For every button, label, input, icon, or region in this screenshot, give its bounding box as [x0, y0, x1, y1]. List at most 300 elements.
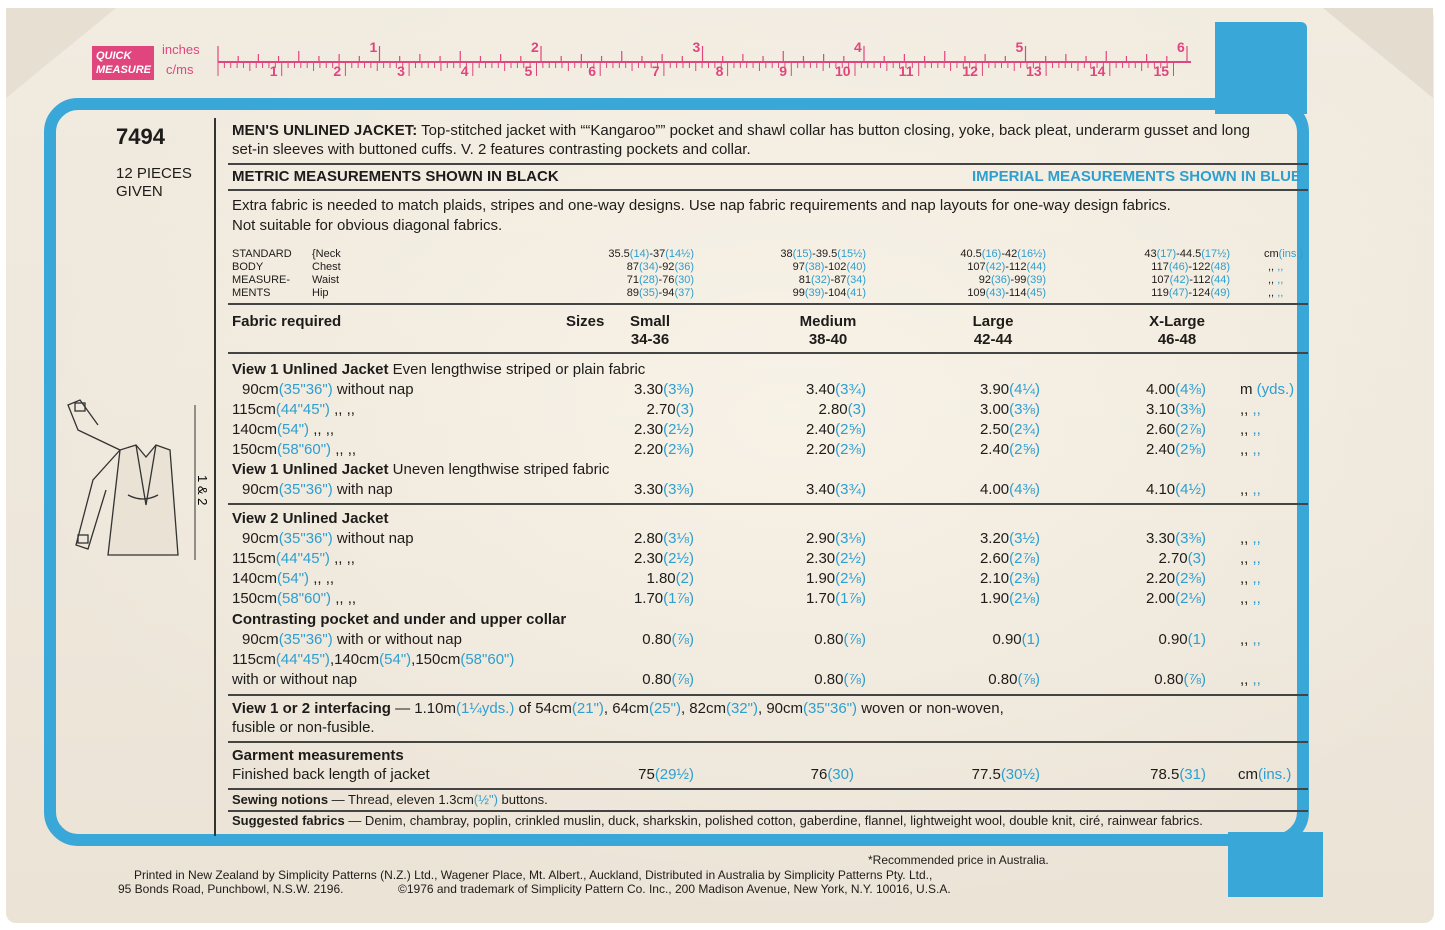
- description-title: MEN'S UNLINED JACKET:: [232, 122, 418, 139]
- inch-mark-label: 2: [531, 39, 539, 55]
- cm-mark-label: 13: [1026, 63, 1042, 79]
- fabric-width-imperial: (54"): [277, 570, 310, 587]
- section-title: View 2 Unlined Jacket: [232, 510, 389, 527]
- yardage-cell: [1146, 381, 1206, 398]
- metric-to: -124: [1188, 287, 1211, 299]
- body-part-waist: Waist: [312, 274, 340, 286]
- cm-mark-label: 12: [962, 63, 978, 79]
- yardage-imperial: (2½): [663, 550, 694, 567]
- section-title: View 1 Unlined Jacket: [232, 361, 389, 378]
- imperial-to: (16½): [1017, 248, 1046, 260]
- yardage-cell: [980, 441, 1040, 458]
- ditto-black: ,,: [1268, 274, 1275, 286]
- imperial-to: (48): [1210, 261, 1230, 273]
- ditto-blue: ,,: [1277, 287, 1284, 299]
- ditto-blue: ,,: [1277, 261, 1284, 273]
- unit-metric: ,,: [1240, 631, 1249, 648]
- yardage-cell: [806, 530, 866, 547]
- yardage-metric: 3.10: [1145, 401, 1176, 418]
- interfacing-dash: —: [395, 700, 411, 717]
- metric-from: 87: [626, 261, 639, 273]
- garment-unit-ins: (ins.): [1258, 766, 1292, 783]
- cm-mark-label: 3: [397, 63, 405, 79]
- yardage-imperial: (4⅜): [1009, 481, 1040, 498]
- yardage-metric: 0.80: [642, 671, 672, 688]
- unit-imperial: (yds.): [1256, 381, 1295, 398]
- sketch-views-label: 1 & 2: [195, 475, 210, 506]
- yardage-cell: [980, 421, 1040, 438]
- pieces-given: GIVEN: [116, 183, 163, 200]
- fabric-nap-note: ,, ,,: [313, 421, 335, 438]
- body-label: STANDARD: [232, 248, 292, 260]
- cm-mark-label: 4: [460, 63, 469, 79]
- yardage-cell: [634, 381, 694, 398]
- fabric-width-row: [232, 590, 356, 607]
- body-part-chest: Chest: [312, 261, 341, 273]
- imperial-header: IMPERIAL MEASUREMENTS SHOWN IN BLUE: [972, 168, 1301, 185]
- fabric-nap-note: ,, ,,: [335, 441, 357, 458]
- yardage-imperial: (2⅜): [663, 441, 694, 458]
- imperial-to: (49): [1210, 287, 1230, 299]
- unit-metric: ,,: [1240, 550, 1249, 567]
- yardage-metric: 2.10: [979, 570, 1010, 587]
- unit-metric: ,,: [1240, 401, 1249, 418]
- metric-to: -102: [824, 261, 847, 273]
- body-measurement-cell: [960, 248, 1046, 260]
- contrast-sep: ,: [329, 651, 335, 668]
- yardage-imperial: (⅞): [671, 671, 694, 688]
- metric-to: -112: [1189, 274, 1211, 286]
- body-measurement-cell: [627, 261, 694, 273]
- metric-from: 117: [1151, 261, 1169, 273]
- yardage-metric: 4.00: [1145, 381, 1176, 398]
- body-measurement-cell: [793, 261, 866, 273]
- metric-from: 35.5: [608, 248, 630, 260]
- unit-imperial: ,,: [1252, 631, 1261, 648]
- garment-unit: [1238, 766, 1291, 783]
- yardage-cell: [1146, 441, 1206, 458]
- cm-mark-label: 7: [651, 63, 660, 79]
- envelope-flap-right: [1323, 8, 1433, 98]
- garment-title: Garment measurements: [232, 747, 404, 764]
- section-subtitle: Even lengthwise striped or plain fabric: [392, 361, 646, 378]
- yardage-imperial: (2⅛): [1175, 590, 1206, 607]
- size-name: X-Large: [1149, 313, 1205, 330]
- body-measurement-cell: [1151, 274, 1230, 286]
- unit-ditto: [1268, 261, 1283, 273]
- yardage-imperial: (⅞): [1017, 671, 1040, 688]
- sizes-label: Sizes: [566, 313, 605, 330]
- yardage-imperial: (⅞): [1183, 671, 1206, 688]
- body-measurement-cell: [1144, 248, 1230, 260]
- yardage-metric: 2.40: [979, 441, 1010, 458]
- garment-imperial: (30½): [1000, 766, 1040, 783]
- yardage-cell: [980, 570, 1040, 587]
- yardage-metric: 2.30: [633, 421, 664, 438]
- yardage-metric: 2.50: [979, 421, 1010, 438]
- imperial-from: (14): [629, 248, 650, 260]
- fabric-width-imperial: (35"36"): [278, 631, 333, 648]
- imperial-from: (28): [638, 274, 659, 286]
- unit-metric: ,,: [1240, 570, 1249, 587]
- yardage-imperial: (3): [847, 401, 866, 418]
- rule-7: [228, 788, 1308, 790]
- metric-from: 109: [967, 287, 986, 299]
- interfacing-w3-imperial: (32"): [725, 700, 758, 717]
- yardage-imperial: (2⅜): [1175, 570, 1206, 587]
- contrast-width-imperial: (44"45"): [275, 651, 330, 668]
- section-title: Contrasting pocket and under and upper collar: [232, 611, 567, 628]
- yardage-cell: [980, 381, 1040, 398]
- sewing-notions: [232, 792, 548, 807]
- section-title-row: [232, 611, 566, 628]
- fabric-width-metric: 150cm: [232, 441, 278, 458]
- imperial-to: (44): [1210, 274, 1230, 286]
- notions-title: Sewing notions: [232, 792, 329, 807]
- metric-from: 89: [626, 287, 639, 299]
- metric-to: -99: [1010, 274, 1027, 286]
- yardage-cell: [1158, 631, 1206, 648]
- yardage-imperial: (⅞): [671, 631, 694, 648]
- suggested-title: Suggested fabrics: [232, 813, 345, 828]
- fabric-width-imperial: (35"36"): [278, 381, 333, 398]
- fabric-width-row: [242, 381, 414, 398]
- imperial-from: (47): [1168, 287, 1189, 299]
- body-label: MEASURE-: [232, 274, 291, 286]
- interfacing-line2: fusible or non-fusible.: [232, 719, 375, 736]
- yardage-cell: [1146, 570, 1206, 587]
- rule-1: [228, 163, 1308, 165]
- yardage-cell: [980, 481, 1040, 498]
- yardage-imperial: (1⅞): [663, 590, 694, 607]
- unit-cell: [1240, 481, 1261, 498]
- yardage-cell: [634, 441, 694, 458]
- metric-from: 38: [780, 248, 793, 260]
- pattern-number: 7494: [116, 124, 165, 149]
- yardage-metric: 2.30: [633, 550, 664, 567]
- garment-value: [972, 766, 1040, 783]
- unit-imperial: ,,: [1252, 550, 1261, 567]
- yardage-imperial: (3⅛): [663, 530, 694, 547]
- yardage-metric: 1.90: [979, 590, 1010, 607]
- yardage-imperial: (⅞): [843, 631, 866, 648]
- inches-label: inches: [162, 42, 200, 57]
- yardage-cell: [634, 550, 694, 567]
- yardage-metric: 2.60: [1145, 421, 1176, 438]
- fabric-width-imperial: (35"36"): [278, 481, 333, 498]
- unit-imperial: ,,: [1252, 570, 1261, 587]
- unit-metric: ,,: [1240, 530, 1249, 547]
- imperial-to: (39): [1026, 274, 1046, 286]
- fabric-nap-note: without nap: [336, 530, 414, 547]
- notes-line1: Extra fabric is needed to match plaids, stripes and one-way designs. Use nap fabric requirements and nap layouts for one-way design fabrics.: [232, 197, 1171, 214]
- imperial-from: (36): [990, 274, 1011, 286]
- rule-8: [228, 810, 1308, 812]
- cm-mark-label: 10: [835, 63, 851, 79]
- fabric-width-metric: 140cm: [232, 421, 278, 438]
- interfacing-of: of: [518, 700, 532, 717]
- imperial-from: (46): [1168, 261, 1189, 273]
- fabric-nap-note: with nap: [336, 481, 393, 498]
- rule-2: [228, 189, 1308, 191]
- unit-metric: ,,: [1240, 671, 1249, 688]
- interfacing-title: View 1 or 2 interfacing: [232, 700, 391, 717]
- contrast-widths: [232, 651, 514, 668]
- imperial-to: (45): [1026, 287, 1046, 299]
- garment-imperial: (29½): [654, 766, 694, 783]
- garment-value: [638, 766, 694, 783]
- metric-to: -37: [649, 248, 666, 260]
- fabric-width-imperial: (35"36"): [278, 530, 333, 547]
- yardage-metric: 2.90: [805, 530, 836, 547]
- body-part-hip: Hip: [312, 287, 329, 299]
- fabric-nap-note: without nap: [336, 381, 414, 398]
- yardage-metric: 3.30: [1145, 530, 1176, 547]
- yardage-metric: 2.70: [646, 401, 676, 418]
- yardage-cell: [980, 401, 1040, 418]
- suggested-text: — Denim, chambray, poplin, crinkled muslin, duck, sharkskin, polished cotton, gaberdine, flannel, lightweight wool, double knit, ciré, rainwear fabrics.: [344, 813, 1203, 828]
- unit-metric: ,,: [1240, 590, 1249, 607]
- suggested-fabrics: [232, 813, 1203, 828]
- yardage-imperial: (2¾): [1009, 421, 1040, 438]
- yardage-metric: 1.70: [805, 590, 836, 607]
- unit-imperial: ,,: [1252, 671, 1261, 688]
- yardage-imperial: (2⅛): [835, 570, 866, 587]
- yardage-imperial: (⅞): [843, 671, 866, 688]
- metric-from: 40.5: [960, 248, 982, 260]
- yardage-metric: 2.20: [1145, 570, 1176, 587]
- unit-cell: [1240, 381, 1294, 398]
- metric-to: -44.5: [1176, 248, 1202, 260]
- metric-from: 43: [1144, 248, 1157, 260]
- body-measurement-cell: [780, 248, 866, 260]
- yardage-metric: 2.20: [633, 441, 664, 458]
- metric-from: 107: [1151, 274, 1170, 286]
- cm-mark-label: 1: [269, 63, 278, 79]
- unit-cell: [1240, 550, 1261, 567]
- metric-to: -114: [1005, 287, 1027, 299]
- size-range: 34-36: [630, 331, 670, 348]
- yardage-cell: [642, 631, 694, 648]
- yardage-imperial: (3⅜): [663, 381, 694, 398]
- section-title: View 1 Unlined Jacket: [232, 461, 389, 478]
- yardage-cell: [806, 590, 866, 607]
- imperial-to: (37): [674, 287, 694, 299]
- unit-label: [1264, 248, 1303, 260]
- size-range: 42-44: [973, 331, 1013, 348]
- unit-imperial: ,,: [1252, 481, 1261, 498]
- interfacing-w3: 82cm: [689, 700, 726, 717]
- unit-ins: (ins.): [1278, 248, 1304, 260]
- yardage-cell: [1158, 550, 1206, 567]
- cm-mark-label: 11: [898, 63, 914, 79]
- unit-ditto: [1268, 274, 1283, 286]
- rule-5: [228, 694, 1308, 696]
- yardage-cell: [1146, 401, 1206, 418]
- footer-line2a: 95 Bonds Road, Punchbowl, N.S.W. 2196.: [118, 882, 344, 896]
- imperial-from: (42): [985, 261, 1006, 273]
- fabric-width-row: [242, 631, 462, 648]
- imperial-to: (17½): [1201, 248, 1230, 260]
- unit-imperial: ,,: [1252, 421, 1261, 438]
- inch-mark-label: 5: [1015, 39, 1024, 55]
- yardage-metric: 0.90: [1158, 631, 1188, 648]
- size-name: Medium: [799, 313, 857, 330]
- yardage-cell: [646, 570, 694, 587]
- yardage-imperial: (2⅞): [1175, 421, 1206, 438]
- measure-label: MEASURE: [96, 64, 152, 76]
- interfacing-amount-imperial: (1¼yds.): [456, 700, 515, 717]
- recommended-price: *Recommended price in Australia.: [868, 853, 1049, 867]
- yardage-imperial: (3⅜): [1175, 530, 1206, 547]
- rule-6: [228, 741, 1308, 743]
- unit-metric: ,,: [1240, 441, 1249, 458]
- body-measurement-cell: [627, 274, 694, 286]
- yardage-metric: 2.00: [1145, 590, 1176, 607]
- garment-imperial: (31): [1179, 766, 1206, 783]
- yardage-cell: [1146, 421, 1206, 438]
- unit-cell: [1240, 530, 1261, 547]
- metric-from: 81: [798, 274, 811, 286]
- fabric-nap-note: ,, ,,: [334, 401, 355, 418]
- garment-metric: 78.5: [1150, 766, 1180, 783]
- fabric-width-metric: 90cm: [242, 381, 279, 398]
- body-measurement-cell: [979, 274, 1046, 286]
- inch-mark-label: 4: [854, 39, 862, 55]
- fabric-width-metric: 90cm: [242, 631, 279, 648]
- unit-cell: [1240, 421, 1261, 438]
- fabric-width-row: [232, 570, 334, 587]
- yardage-cell: [1146, 590, 1206, 607]
- yardage-cell: [992, 631, 1040, 648]
- yardage-imperial: (1): [1021, 631, 1040, 648]
- yardage-metric: 0.80: [814, 631, 844, 648]
- yardage-cell: [1146, 530, 1206, 547]
- yardage-imperial: (2⅜): [1009, 570, 1040, 587]
- unit-ditto: [1268, 287, 1283, 299]
- notions-text: — Thread, eleven 1.3cm: [328, 792, 474, 807]
- contrast-width-metric: 150cm: [415, 651, 461, 668]
- cm-mark-label: 15: [1153, 63, 1170, 79]
- yardage-cell: [1154, 671, 1206, 688]
- interfacing-amount: 1.10m: [414, 700, 456, 717]
- metric-from: 71: [626, 274, 639, 286]
- fabric-width-metric: 115cm: [232, 550, 276, 567]
- yardage-metric: 3.30: [633, 381, 664, 398]
- yardage-cell: [634, 530, 694, 547]
- imperial-from: (42): [1169, 274, 1190, 286]
- yardage-imperial: (2½): [663, 421, 694, 438]
- quick-label: QUICK: [96, 50, 132, 62]
- fabric-nap-note: ,, ,,: [313, 570, 335, 587]
- yardage-cell: [806, 570, 866, 587]
- description-line2: set-in sleeves with buttoned cuffs. V. 2 features contrasting pockets and collar.: [232, 141, 751, 158]
- metric-from: 92: [978, 274, 991, 286]
- unit-imperial: ,,: [1252, 530, 1261, 547]
- contrast-sep: ,: [411, 651, 416, 668]
- body-measurement-cell: [608, 248, 694, 260]
- garment-metric: 77.5: [971, 766, 1001, 783]
- garment-value: [811, 766, 854, 783]
- fabric-width-metric: 115cm: [232, 401, 276, 418]
- imperial-from: (32): [810, 274, 831, 286]
- yardage-cell: [634, 481, 694, 498]
- metric-to: -39.5: [812, 248, 838, 260]
- yardage-metric: 3.00: [979, 401, 1010, 418]
- unit-cm: cm: [1264, 248, 1279, 260]
- fabric-width-imperial: (58"60"): [277, 441, 332, 458]
- imperial-from: (43): [985, 287, 1006, 299]
- cm-mark-label: 14: [1089, 63, 1106, 79]
- garment-unit-cm: cm: [1238, 766, 1258, 783]
- yardage-metric: 0.80: [814, 671, 844, 688]
- yardage-cell: [980, 530, 1040, 547]
- fabric-nap-note: with or without nap: [336, 631, 462, 648]
- body-measurement-cell: [967, 261, 1046, 273]
- yardage-metric: 0.90: [992, 631, 1022, 648]
- yardage-imperial: (3¾): [835, 381, 866, 398]
- rule-4: [228, 352, 1308, 354]
- yardage-cell: [806, 481, 866, 498]
- metric-to: -92: [658, 261, 675, 273]
- yardage-cell: [806, 550, 866, 567]
- imperial-to: (40): [846, 261, 866, 273]
- yardage-imperial: (3): [675, 401, 694, 418]
- yardage-imperial: (2⅞): [1009, 550, 1040, 567]
- imperial-to: (15½): [837, 248, 866, 260]
- fabric-width-row: [232, 550, 355, 567]
- yardage-metric: 4.00: [979, 481, 1010, 498]
- jacket-sketch: [58, 395, 218, 565]
- yardage-imperial: (2⅝): [835, 421, 866, 438]
- yardage-metric: 1.80: [646, 570, 676, 587]
- cm-label: c/ms: [166, 62, 194, 77]
- yardage-metric: 1.90: [805, 570, 836, 587]
- yardage-metric: 2.70: [1158, 550, 1188, 567]
- yardage-cell: [980, 550, 1040, 567]
- unit-metric: ,,: [1240, 421, 1249, 438]
- garment-imperial: (30): [827, 766, 854, 783]
- fabric-width-row: [232, 441, 356, 458]
- metric-to: -42: [1001, 248, 1018, 260]
- imperial-to: (34): [846, 274, 866, 286]
- yardage-imperial: (3): [1187, 550, 1206, 567]
- cm-mark-label: 2: [333, 63, 342, 79]
- yardage-metric: 2.20: [805, 441, 836, 458]
- yardage-metric: 2.40: [805, 421, 836, 438]
- cm-mark-label: 9: [779, 63, 788, 79]
- yardage-cell: [806, 441, 866, 458]
- unit-cell: [1240, 671, 1261, 688]
- yardage-cell: [634, 421, 694, 438]
- metric-from: 97: [792, 261, 805, 273]
- fabric-nap-note: ,, ,,: [335, 590, 357, 607]
- yardage-metric: 3.40: [805, 481, 836, 498]
- body-measurement-cell: [967, 287, 1046, 299]
- yardage-imperial: (2⅜): [835, 441, 866, 458]
- pieces-count: 12 PIECES: [116, 165, 192, 182]
- imperial-from: (39): [804, 287, 825, 299]
- metric-to: -104: [824, 287, 847, 299]
- fabric-width-imperial: (44"45"): [275, 401, 330, 418]
- description-line1: [232, 122, 1250, 139]
- imperial-to: (30): [674, 274, 694, 286]
- fabric-nap-note: ,, ,,: [334, 550, 355, 567]
- yardage-cell: [814, 631, 866, 648]
- section-title-row: [232, 361, 645, 378]
- inch-mark-label: 1: [369, 39, 378, 55]
- yardage-imperial: (3⅜): [663, 481, 694, 498]
